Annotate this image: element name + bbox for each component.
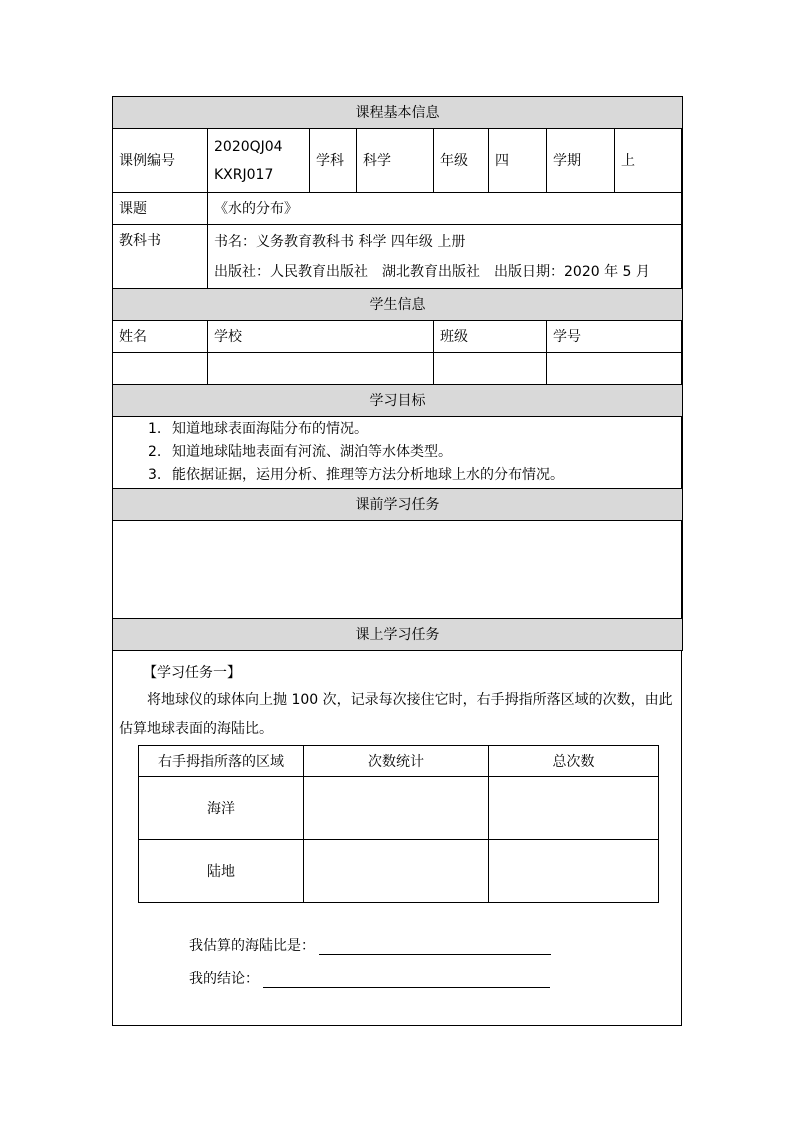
lesson-worksheet [112, 96, 682, 1026]
record-table [138, 745, 659, 903]
subject-label: 学科 [310, 129, 357, 193]
case-no-label: 课例编号 [113, 129, 208, 193]
textbook-label: 教科书 [113, 225, 208, 289]
case-no-value [208, 129, 310, 193]
col-header-tally: 次数统计 [304, 746, 489, 777]
school-field[interactable] [208, 353, 434, 385]
student-info-header: 学生信息 [113, 289, 683, 321]
course-info-header: 课程基本信息 [113, 97, 683, 129]
conclusion-label: 我的结论： [189, 971, 259, 987]
case-no-line1: 2020QJ04 [214, 138, 283, 155]
class-task-header: 课上学习任务 [113, 619, 683, 651]
grade-label: 年级 [434, 129, 489, 193]
subject-value: 科学 [357, 129, 434, 193]
textbook-value [208, 225, 683, 289]
name-label: 姓名 [113, 321, 208, 353]
region-land: 陆地 [139, 840, 304, 903]
land-total-cell[interactable] [489, 840, 659, 903]
ocean-total-cell[interactable] [489, 777, 659, 840]
student-id-label: 学号 [547, 321, 683, 353]
student-id-field[interactable] [547, 353, 683, 385]
pre-task-area[interactable] [113, 521, 683, 619]
topic-value: 《水的分布》 [208, 193, 683, 225]
goals-header: 学习目标 [113, 385, 683, 417]
estimate-label: 我估算的海陆比是： [189, 938, 315, 954]
course-table [112, 96, 683, 651]
class-field[interactable] [434, 353, 547, 385]
goal-item: 1. 知道地球表面海陆分布的情况。 [148, 421, 368, 437]
goal-item: 2. 知道地球陆地表面有河流、湖泊等水体类型。 [148, 444, 452, 460]
task1-text: 将地球仪的球体向上抛 100 次，记录每次接住它时，右手拇指所落区域的次数，由此估算地球表面的海陆比。 [119, 692, 673, 737]
estimate-blank[interactable] [319, 940, 551, 955]
col-header-region: 右手拇指所落的区域 [139, 746, 304, 777]
case-no-line2: KXRJ017 [214, 166, 274, 183]
land-tally-cell[interactable] [304, 840, 489, 903]
school-label: 学校 [208, 321, 434, 353]
conclusion-blank[interactable] [263, 973, 550, 988]
pre-task-header: 课前学习任务 [113, 489, 683, 521]
conclusion-line [189, 968, 550, 988]
textbook-line2: 出版社：人民教育出版社 湖北教育出版社 出版日期：2020 年 5 月 [214, 263, 650, 280]
term-value: 上 [615, 129, 683, 193]
goals-cell [113, 417, 683, 489]
region-ocean: 海洋 [139, 777, 304, 840]
class-label: 班级 [434, 321, 547, 353]
estimate-line [189, 935, 551, 955]
grade-value: 四 [489, 129, 547, 193]
term-label: 学期 [547, 129, 615, 193]
goal-item: 3. 能依据证据，运用分析、推理等方法分析地球上水的分布情况。 [148, 467, 564, 483]
goals-list [113, 418, 682, 487]
topic-label: 课题 [113, 193, 208, 225]
task1-title: 【学习任务一】 [143, 665, 241, 681]
class-task-area [113, 650, 681, 1025]
col-header-total: 总次数 [489, 746, 659, 777]
name-field[interactable] [113, 353, 208, 385]
ocean-tally-cell[interactable] [304, 777, 489, 840]
textbook-line1: 书名：义务教育教科书 科学 四年级 上册 [214, 233, 466, 250]
